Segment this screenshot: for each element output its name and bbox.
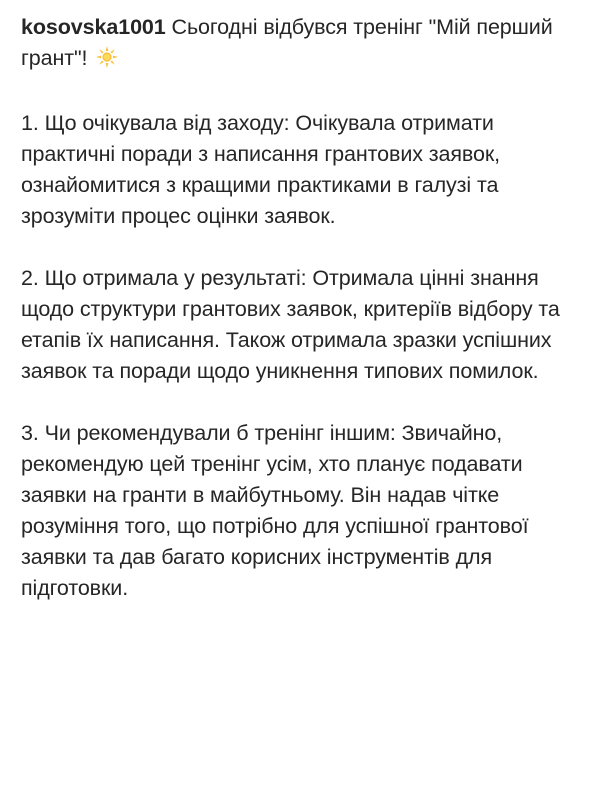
sun-emoji-icon bbox=[96, 46, 118, 77]
caption-paragraph-2: 2. Що отримала у результаті: Отримала цінні знання щодо структури грантових заявок, критеріїв відбору та етапів їх написання. Також отримала зразки успішних заявок та поради щодо уникнення типових помилок. bbox=[21, 266, 560, 383]
intro-text: Сьогодні відбувся тренінг "Мій перший грант"! bbox=[21, 15, 553, 70]
caption-intro bbox=[21, 12, 580, 77]
caption-paragraph-1: 1. Що очікувала від заходу: Очікувала отримати практичні поради з написання грантових заявок, ознайомитися з кращими практиками в галузі та зрозуміти процес оцінки заявок. bbox=[21, 111, 501, 228]
caption-paragraph-3: 3. Чи рекомендували б тренінг іншим: Звичайно, рекомендую цей тренінг усім, хто планує подавати заявки на гранти в майбутньому. Він надав чітке розуміння того, що потрібно для успішної грантової заявки та дав багато корисних інструментів для підготовки. bbox=[21, 421, 529, 600]
username-link[interactable]: kosovska1001 bbox=[21, 15, 166, 39]
